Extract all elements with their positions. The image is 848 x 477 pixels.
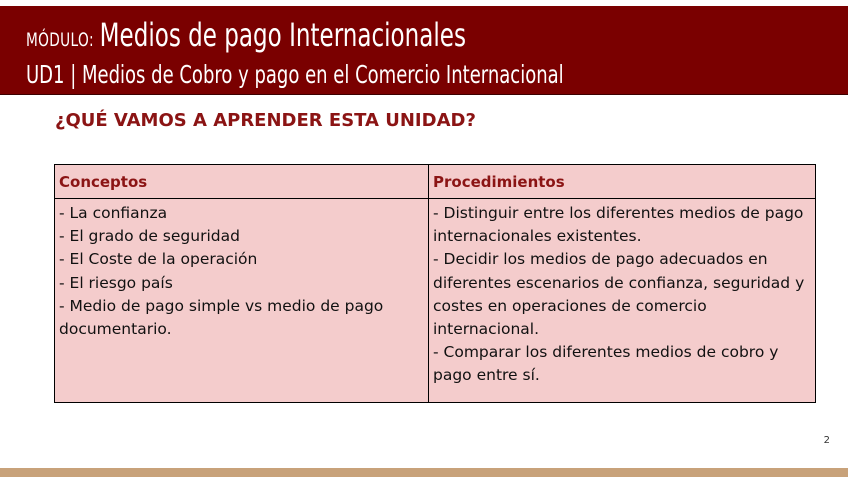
conceptos-line: - El grado de seguridad <box>59 227 240 246</box>
footer-bar <box>0 468 848 477</box>
learning-table <box>54 164 816 403</box>
conceptos-line: - El Coste de la operación <box>59 250 258 269</box>
conceptos-cell <box>55 199 429 403</box>
conceptos-line: documentario. <box>59 320 172 339</box>
procedimientos-line: costes en operaciones de comercio <box>433 296 707 315</box>
conceptos-line: - El riesgo país <box>59 273 173 292</box>
procedimientos-cell <box>429 199 816 403</box>
section-title: ¿QUÉ VAMOS A APRENDER ESTA UNIDAD? <box>55 110 476 131</box>
unit-title: UD1 | Medios de Cobro y pago en el Comercio Internacional <box>26 60 564 89</box>
table-row <box>55 199 816 403</box>
header-banner <box>0 6 848 95</box>
header-conceptos: Conceptos <box>55 165 429 199</box>
procedimientos-line: internacionales existentes. <box>433 227 642 246</box>
table-header-row <box>55 165 816 199</box>
header-procedimientos: Procedimientos <box>429 165 816 199</box>
procedimientos-line: diferentes escenarios de confianza, seguridad y <box>433 273 805 292</box>
procedimientos-line: pago entre sí. <box>433 366 540 385</box>
conceptos-line: - La confianza <box>59 204 168 222</box>
procedimientos-line: - Distinguir entre los diferentes medios de pago <box>433 204 804 222</box>
procedimientos-line: - Comparar los diferentes medios de cobro y <box>433 343 779 362</box>
module-label: MÓDULO: <box>26 29 94 51</box>
procedimientos-line: internacional. <box>433 320 540 339</box>
conceptos-line: - Medio de pago simple vs medio de pago <box>59 296 384 315</box>
procedimientos-line: - Decidir los medios de pago adecuados en <box>433 250 768 269</box>
module-heading <box>26 16 466 54</box>
module-title: Medios de pago Internacionales <box>99 16 466 54</box>
page-number: 2 <box>823 435 830 446</box>
